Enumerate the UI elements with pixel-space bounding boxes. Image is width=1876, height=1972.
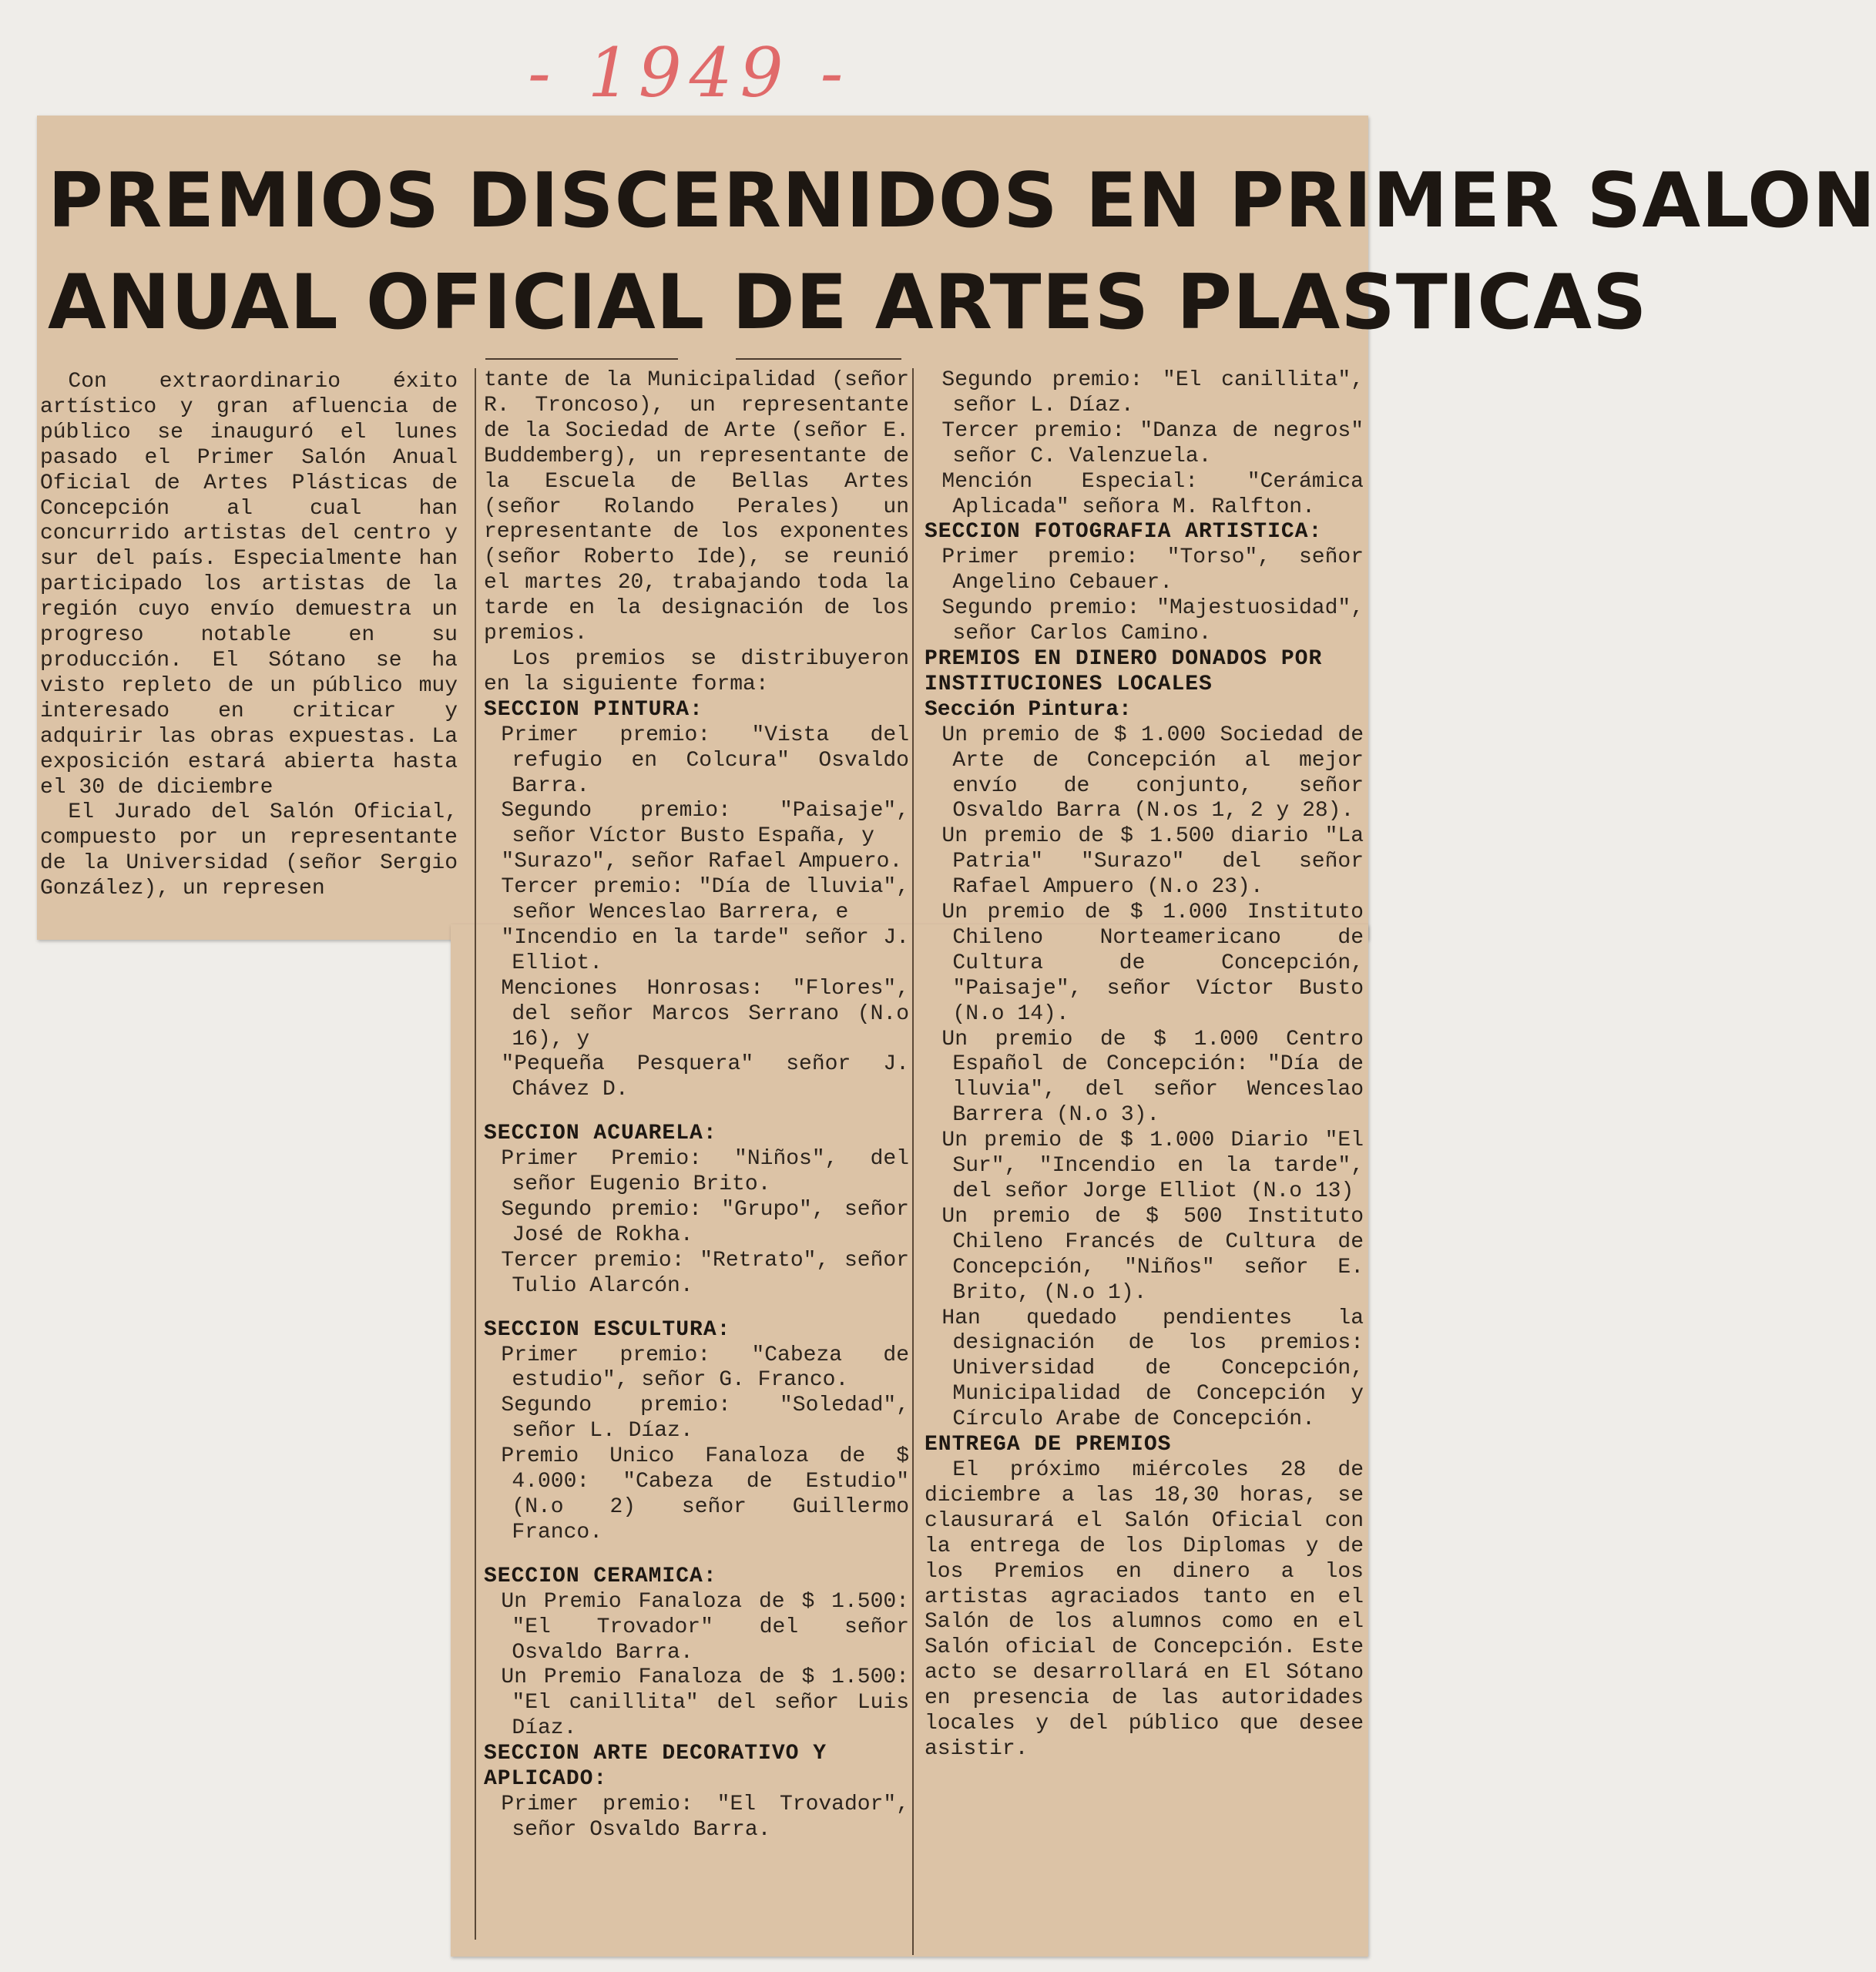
prize-entry: Primer premio: "Vista del refugio en Colcura" Osvaldo Barra. (501, 723, 909, 798)
prize-entry: Segundo premio: "El canillita", señor L. Díaz. (941, 368, 1364, 418)
prize-entry: Primer premio: "Torso", señor Angelino Cebauer. (941, 545, 1364, 595)
prize-entry: Primer premio: "El Trovador", señor Osvaldo Barra. (501, 1792, 909, 1842)
headline (48, 150, 1876, 354)
paragraph: Los premios se distribuyeron en la siguiente forma: (484, 646, 909, 696)
section-heading-escultura: SECCION ESCULTURA: (484, 1317, 731, 1342)
prize-entry: Menciones Honrosas: "Flores", del señor Marcos Serrano (N.o 16), y (501, 976, 909, 1051)
section-heading-dinero: PREMIOS EN DINERO DONADOS POR INSTITUCIONES LOCALES (925, 646, 1323, 696)
prize-entry: Un Premio Fanaloza de $ 1.500: "El Trovador" del señor Osvaldo Barra. (501, 1589, 909, 1665)
prize-entry: Un premio de $ 1.000 Sociedad de Arte de Concepción al mejor envío de conjunto, señor Osvaldo Barra (N.os 1, 2 y 28). (941, 723, 1364, 823)
prize-entry: Un Premio Fanaloza de $ 1.500: "El canillita" del señor Luis Díaz. (501, 1665, 909, 1741)
prize-entry: Primer Premio: "Niños", del señor Eugenio Brito. (501, 1147, 909, 1197)
prize-entry: Segundo premio: "Majestuosidad", señor Carlos Camino. (941, 596, 1364, 646)
section-heading-acuarela: SECCION ACUARELA: (484, 1122, 717, 1146)
paragraph: Con extraordinario éxito artístico y gran afluencia de público se inauguró el lunes pasado el Primer Salón Anual Oficial de Artes Plásticas de Concepción al cual han concurrido artistas del centro y sur del país. Especialmente han participado los artistas de la región cuyo envío demuestra un progreso notable en su producción. El Sótano se ha visto repleto de un público muy interesado en criticar y adquirir las obras expuestas. La exposición estará abierta hasta el 30 de diciembre (40, 370, 458, 800)
section-heading-pintura: SECCION PINTURA: (484, 697, 703, 722)
prize-entry: Un premio de $ 1.000 Centro Español de Concepción: "Día de lluvia", del señor Wenceslao Barrera (N.o 3). (941, 1027, 1364, 1128)
prize-entry: Primer premio: "Cabeza de estudio", señor G. Franco. (501, 1343, 909, 1393)
paragraph: tante de la Municipalidad (señor R. Troncoso), un representante de la Sociedad de Arte (señor E. Buddemberg), un representante de la Escuela de Bellas Artes (señor Rolando Perales) un representante de los exponentes (señor Roberto Ide), se reunió el martes 20, trabajando toda la tarde en la designación de los premios. (484, 368, 909, 646)
prize-entry: "Surazo", señor Rafael Ampuero. (501, 850, 903, 874)
prize-entry: Premio Unico Fanaloza de $ 4.000: "Cabeza de Estudio" (N.o 2) señor Guillermo Franco. (501, 1444, 909, 1544)
headline-rule (736, 358, 901, 360)
section-heading-decorativo: SECCION ARTE DECORATIVO Y APLICADO: (484, 1742, 827, 1792)
prize-entry: Un premio de $ 500 Instituto Chileno Francés de Cultura de Concepción, "Niños" señor E. Brito, (N.o 1). (941, 1204, 1364, 1305)
section-heading-fotografia: SECCION FOTOGRAFIA ARTISTICA: (925, 520, 1323, 545)
prize-entry: "Pequeña Pesquera" señor J. Chávez D. (501, 1052, 909, 1102)
paragraph: El próximo miércoles 28 de diciembre a las 18,30 horas, se clausurará el Salón Oficial con la entrega de los Diplomas y de los Premios en dinero a los artistas agraciados tanto en el Salón de los alumnos como en el Salón oficial de Concepción. Este acto se desarrollará en El Sótano en presencia de las autoridades locales y del público que desee asistir. (925, 1457, 1364, 1761)
paragraph: El Jurado del Salón Oficial, compuesto por un representante de la Universidad (señor Sergio González), un represen (40, 800, 458, 901)
subsection-heading-pintura: Sección Pintura: (925, 697, 1132, 722)
prize-entry: Un premio de $ 1.000 Diario "El Sur", "Incendio en la tarde", del señor Jorge Elliot (N.o 13) (941, 1129, 1364, 1203)
prize-entry: Tercer premio: "Retrato", señor Tulio Alarcón. (501, 1248, 909, 1298)
prize-entry: Tercer premio: "Día de lluvia", señor Wenceslao Barrera, e (501, 875, 909, 925)
headline-line-1: PREMIOS DISCERNIDOS EN PRIMER SALON (48, 157, 1876, 245)
headline-line-2: ANUAL OFICIAL DE ARTES PLASTICAS (48, 259, 1648, 347)
prize-entry: "Incendio en la tarde" señor J. Elliot. (501, 925, 909, 975)
prize-entry: Un premio de $ 1.500 diario "La Patria" "Surazo" del señor Rafael Ampuero (N.o 23). (941, 824, 1364, 900)
prize-entry: Un premio de $ 1.000 Instituto Chileno Norteamericano de Cultura de Concepción, "Paisaje", señor Víctor Busto (N.o 14). (941, 900, 1364, 1026)
column-rule (912, 368, 914, 1955)
article-column-1 (40, 370, 458, 902)
prize-entry: Segundo premio: "Grupo", señor José de Rokha. (501, 1198, 909, 1247)
prize-entry: Han quedado pendientes la designación de los premios: Universidad de Concepción, Municipalidad de Concepción y Círculo Arabe de Concepción. (941, 1306, 1364, 1432)
article-column-2 (484, 368, 909, 1843)
prize-entry: Mención Especial: "Cerámica Aplicada" señora M. Ralfton. (941, 469, 1364, 519)
handwritten-year: - 1949 - (528, 33, 851, 112)
column-rule (475, 368, 476, 1940)
headline-rule (485, 358, 678, 360)
article-column-3 (925, 368, 1364, 1762)
prize-entry: Segundo premio: "Paisaje", señor Víctor Busto España, y (501, 799, 909, 849)
prize-entry: Segundo premio: "Soledad", señor L. Díaz. (501, 1393, 909, 1444)
prize-entry: Tercer premio: "Danza de negros" señor C. Valenzuela. (941, 418, 1364, 468)
section-heading-ceramica: SECCION CERAMICA: (484, 1564, 717, 1588)
section-heading-entrega: ENTREGA DE PREMIOS (925, 1433, 1172, 1457)
